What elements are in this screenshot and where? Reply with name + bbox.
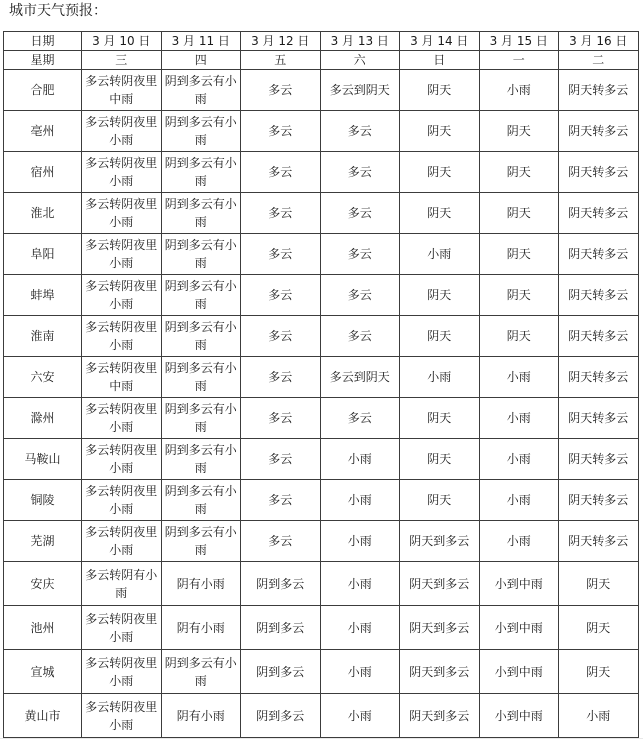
forecast-cell: 阴天 [479,111,559,152]
forecast-cell: 阴到多云有小雨 [161,152,241,193]
forecast-cell: 阴天到多云 [400,562,480,606]
table-row [4,398,639,439]
table-row [4,480,639,521]
forecast-cell: 阴有小雨 [161,606,241,650]
forecast-cell: 阴天转多云 [559,275,639,316]
forecast-cell: 阴天 [400,111,480,152]
forecast-cell: 多云 [320,316,400,357]
forecast-cell: 阴天转多云 [559,70,639,111]
table-row [4,193,639,234]
forecast-cell: 多云转阴夜里中雨 [82,357,162,398]
city-name-cell: 宿州 [4,152,82,193]
forecast-cell: 阴天 [559,562,639,606]
forecast-cell: 多云转阴夜里小雨 [82,234,162,275]
forecast-cell: 阴到多云有小雨 [161,357,241,398]
table-row [4,234,639,275]
forecast-cell: 阴天转多云 [559,521,639,562]
forecast-cell: 阴到多云 [241,650,321,694]
table-row [4,439,639,480]
forecast-cell: 多云 [241,70,321,111]
forecast-cell: 小雨 [320,694,400,738]
forecast-cell: 阴天 [479,275,559,316]
forecast-cell: 多云转阴夜里小雨 [82,650,162,694]
table-row [4,152,639,193]
forecast-cell: 多云 [241,357,321,398]
forecast-cell: 多云 [241,316,321,357]
forecast-cell: 多云到阴天 [320,70,400,111]
table-row [4,521,639,562]
city-name-cell: 铜陵 [4,480,82,521]
forecast-cell: 阴到多云有小雨 [161,650,241,694]
forecast-cell: 多云到阴天 [320,357,400,398]
date-cell: 3 月 14 日 [400,32,480,51]
forecast-table-body [4,32,639,738]
forecast-cell: 多云 [241,439,321,480]
forecast-cell: 阴天转多云 [559,111,639,152]
forecast-cell: 阴到多云有小雨 [161,480,241,521]
forecast-cell: 阴天 [479,234,559,275]
forecast-cell: 小雨 [479,439,559,480]
table-row [4,357,639,398]
forecast-cell: 小雨 [400,357,480,398]
forecast-cell: 阴天 [479,152,559,193]
city-name-cell: 亳州 [4,111,82,152]
forecast-cell: 多云转阴夜里小雨 [82,111,162,152]
date-cell: 3 月 11 日 [161,32,241,51]
forecast-cell: 阴天 [559,650,639,694]
city-name-cell: 六安 [4,357,82,398]
forecast-cell: 小到中雨 [479,694,559,738]
forecast-cell: 多云转阴夜里小雨 [82,439,162,480]
forecast-cell: 小雨 [320,480,400,521]
forecast-cell: 多云 [320,193,400,234]
forecast-cell: 小雨 [320,606,400,650]
date-cell: 3 月 10 日 [82,32,162,51]
forecast-cell: 多云 [241,234,321,275]
table-row [4,111,639,152]
forecast-cell: 阴天 [400,398,480,439]
forecast-cell: 阴天转多云 [559,234,639,275]
forecast-cell: 阴天 [400,193,480,234]
forecast-cell: 阴到多云有小雨 [161,111,241,152]
forecast-cell: 小雨 [559,694,639,738]
forecast-cell: 多云转阴夜里小雨 [82,694,162,738]
forecast-cell: 阴天转多云 [559,152,639,193]
forecast-cell: 阴有小雨 [161,562,241,606]
forecast-cell: 阴到多云有小雨 [161,521,241,562]
city-name-cell: 阜阳 [4,234,82,275]
weekday-cell: 五 [241,51,321,70]
city-name-cell: 安庆 [4,562,82,606]
city-name-cell: 滁州 [4,398,82,439]
table-row [4,650,639,694]
forecast-cell: 小雨 [400,234,480,275]
forecast-cell: 小雨 [479,398,559,439]
forecast-cell: 阴天到多云 [400,650,480,694]
date-cell: 3 月 15 日 [479,32,559,51]
forecast-cell: 多云 [241,398,321,439]
forecast-cell: 阴天 [400,152,480,193]
forecast-cell: 小雨 [320,562,400,606]
forecast-cell: 阴天到多云 [400,521,480,562]
table-row [4,316,639,357]
forecast-cell: 阴天 [400,316,480,357]
city-name-cell: 蚌埠 [4,275,82,316]
forecast-cell: 小到中雨 [479,650,559,694]
forecast-cell: 多云 [320,234,400,275]
forecast-cell: 阴天到多云 [400,606,480,650]
forecast-cell: 多云转阴夜里小雨 [82,606,162,650]
forecast-cell: 小雨 [479,70,559,111]
forecast-cell: 多云转阴夜里小雨 [82,398,162,439]
forecast-cell: 阴天转多云 [559,357,639,398]
date-cell: 3 月 16 日 [559,32,639,51]
forecast-cell: 阴天转多云 [559,439,639,480]
forecast-cell: 多云 [320,111,400,152]
forecast-cell: 多云转阴夜里小雨 [82,480,162,521]
forecast-cell: 多云转阴夜里小雨 [82,521,162,562]
forecast-cell: 多云转阴夜里中雨 [82,70,162,111]
forecast-cell: 阴天 [400,275,480,316]
forecast-cell: 多云转阴有小雨 [82,562,162,606]
forecast-cell: 多云 [241,152,321,193]
forecast-cell: 阴到多云 [241,694,321,738]
forecast-cell: 多云 [241,275,321,316]
weekday-cell: 三 [82,51,162,70]
forecast-cell: 多云 [241,111,321,152]
forecast-cell: 阴天 [400,70,480,111]
forecast-cell: 阴到多云 [241,606,321,650]
forecast-cell: 多云 [320,152,400,193]
forecast-cell: 阴天转多云 [559,480,639,521]
table-row [4,694,639,738]
forecast-cell: 阴到多云有小雨 [161,316,241,357]
forecast-cell: 阴天转多云 [559,193,639,234]
forecast-cell: 小雨 [320,521,400,562]
forecast-cell: 小雨 [479,357,559,398]
forecast-cell: 阴到多云有小雨 [161,275,241,316]
city-name-cell: 马鞍山 [4,439,82,480]
forecast-cell: 阴到多云有小雨 [161,193,241,234]
forecast-cell: 多云转阴夜里小雨 [82,316,162,357]
weekday-header-row [4,51,639,70]
weekday-cell: 四 [161,51,241,70]
table-row [4,70,639,111]
forecast-cell: 阴到多云有小雨 [161,439,241,480]
date-cell: 3 月 13 日 [320,32,400,51]
forecast-cell: 小雨 [479,480,559,521]
weekday-cell: 二 [559,51,639,70]
forecast-cell: 阴天转多云 [559,316,639,357]
forecast-cell: 阴天到多云 [400,694,480,738]
date-cell: 3 月 12 日 [241,32,321,51]
forecast-cell: 多云转阴夜里小雨 [82,275,162,316]
forecast-cell: 阴天 [400,480,480,521]
table-row [4,562,639,606]
weekday-label-cell: 星期 [4,51,82,70]
table-row [4,275,639,316]
forecast-cell: 小雨 [320,650,400,694]
city-name-cell: 黄山市 [4,694,82,738]
forecast-cell: 多云 [320,275,400,316]
date-label-cell: 日期 [4,32,82,51]
forecast-table [3,31,639,738]
city-name-cell: 池州 [4,606,82,650]
city-name-cell: 宣城 [4,650,82,694]
forecast-cell: 阴天 [479,316,559,357]
forecast-cell: 阴到多云有小雨 [161,234,241,275]
forecast-cell: 小雨 [320,439,400,480]
forecast-cell: 阴天 [479,193,559,234]
forecast-cell: 阴到多云有小雨 [161,70,241,111]
city-name-cell: 合肥 [4,70,82,111]
date-header-row [4,32,639,51]
forecast-cell: 阴天转多云 [559,398,639,439]
forecast-cell: 多云 [241,480,321,521]
forecast-cell: 小到中雨 [479,606,559,650]
forecast-cell: 阴天 [400,439,480,480]
forecast-cell: 多云 [320,398,400,439]
city-name-cell: 淮南 [4,316,82,357]
forecast-cell: 阴到多云有小雨 [161,398,241,439]
city-name-cell: 芜湖 [4,521,82,562]
page-bottom-divider [0,738,643,739]
forecast-cell: 阴有小雨 [161,694,241,738]
city-name-cell: 淮北 [4,193,82,234]
forecast-cell: 多云转阴夜里小雨 [82,193,162,234]
forecast-cell: 阴到多云 [241,562,321,606]
page-title: 城市天气预报： [9,3,107,19]
forecast-cell: 小雨 [479,521,559,562]
table-row [4,606,639,650]
forecast-cell: 阴天 [559,606,639,650]
forecast-cell: 多云 [241,193,321,234]
forecast-cell: 多云 [241,521,321,562]
forecast-cell: 多云转阴夜里小雨 [82,152,162,193]
weekday-cell: 六 [320,51,400,70]
weekday-cell: 一 [479,51,559,70]
weekday-cell: 日 [400,51,480,70]
forecast-cell: 小到中雨 [479,562,559,606]
